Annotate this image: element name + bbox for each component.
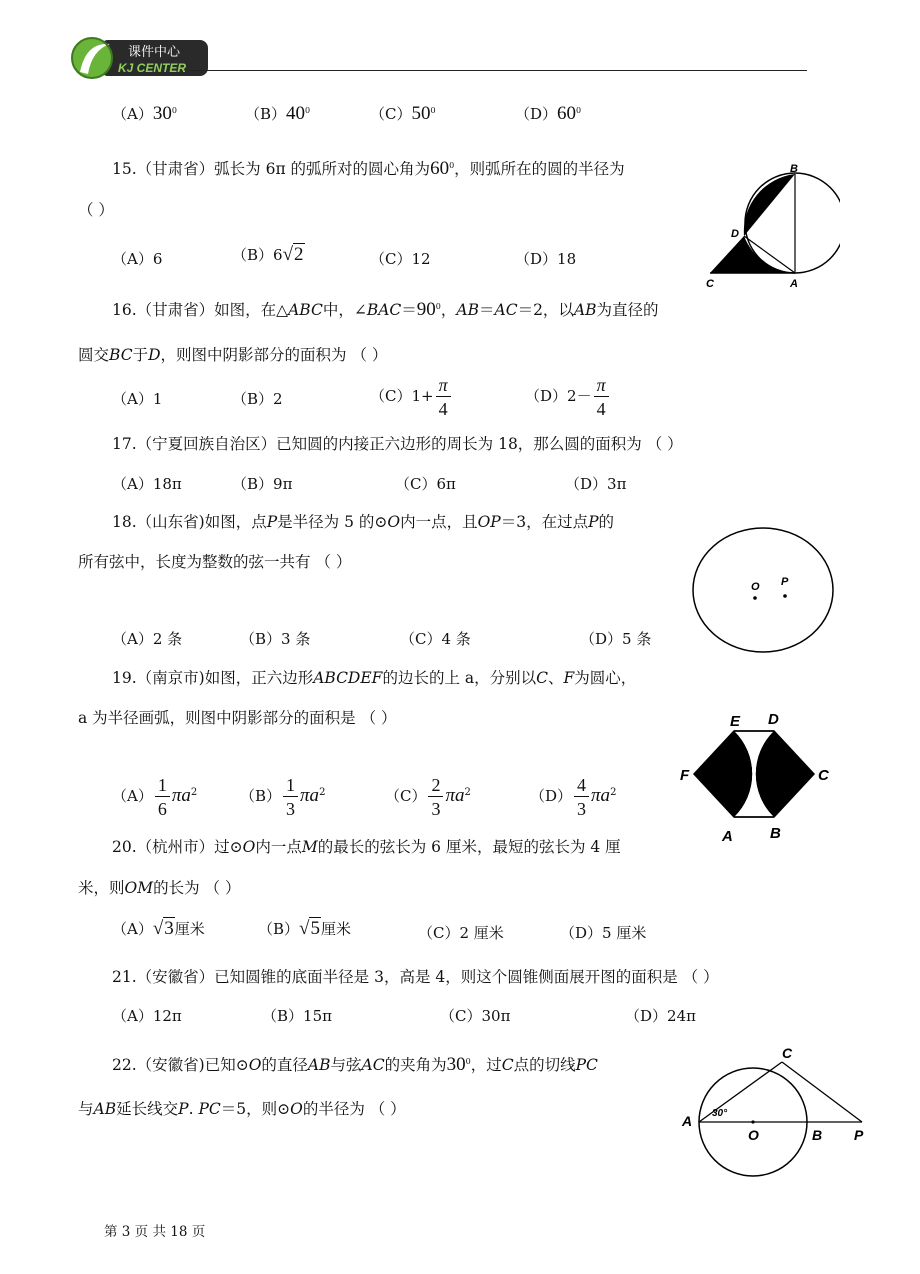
label-C: C: [706, 278, 714, 290]
q16-stem: 16.（甘肃省）如图，在△ABC中，$\angle BAC=90^0$，AB＝AC＝2，以AB为直径的: [112, 299, 659, 320]
q22-stem-2: 与AB延长线交P. PC＝5，则⊙O的半径为 （ ）: [78, 1100, 406, 1118]
q21-opt-d: （D）24π: [625, 1007, 696, 1025]
q18-opt-c: （C）4 条: [400, 630, 471, 648]
q15-opt-a: （A）6: [112, 250, 163, 268]
figure-q19: [678, 706, 858, 851]
q16-opt-d: （D）2－ $\frac{\pi}{4}$: [525, 376, 611, 418]
label-O: O: [751, 581, 760, 593]
label-angle: 30°: [712, 1108, 728, 1119]
q17-stem: 17.（宁夏回族自治区）已知圆的内接正六边形的周长为 18，那么圆的面积为 （ ）: [112, 435, 683, 453]
logo: [66, 34, 216, 82]
q22-stem: 22.（安徽省)已知⊙O的直径AB与弦AC的夹角为$30^0$，过C点的切线PC: [112, 1054, 598, 1075]
q20-stem: 20.（杭州市）过⊙O内一点M的最长的弦长为 6 厘米，最短的弦长为 4 厘: [112, 838, 621, 856]
shade-upper: [744, 174, 795, 236]
label-C: C: [782, 1046, 793, 1061]
figure-q22: [678, 1046, 878, 1178]
q20-opt-b: （B）√5厘米: [258, 918, 351, 939]
q17-opt-c: （C）6π: [395, 475, 456, 493]
header-rule: [190, 70, 807, 71]
q18-opt-d: （D）5 条: [580, 630, 652, 648]
logo-text: 课件中心: [128, 45, 181, 60]
q18-stem: 18.（山东省)如图，点P是半径为 5 的⊙O内一点，且OP＝3，在过点P的: [112, 513, 615, 531]
q14-options: $(A)30^0$: [112, 103, 177, 124]
q19-stem-2: a 为半径画弧，则图中阴影部分的面积是 （ ）: [78, 709, 397, 727]
q20-opt-a: （A）√3厘米: [112, 918, 205, 939]
label-F: F: [680, 767, 690, 784]
label-A: A: [682, 1113, 693, 1129]
q16-opt-b: （B）2: [232, 390, 283, 408]
q19-opt-d: （D） $\frac{4}{3}$ $\pi a^2$: [530, 775, 617, 819]
q15-opt-c: （C）12: [370, 250, 431, 268]
figure-q15: [700, 160, 840, 295]
q16-opt-a: （A）1: [112, 390, 163, 408]
q19-stem: 19.（南京市)如图，正六边形ABCDEF的边长的上 a，分别以C、F为圆心，: [112, 669, 637, 687]
q20-opt-d: （D）5 厘米: [560, 924, 647, 942]
label-D: D: [768, 711, 779, 728]
label-D: D: [731, 228, 739, 240]
q20-opt-c: （C）2 厘米: [418, 924, 504, 942]
q17-opt-b: （B）9π: [232, 475, 293, 493]
label-B: B: [770, 825, 781, 842]
label-O: O: [748, 1127, 759, 1143]
q19-opt-a: （A） $\frac{1}{6}$ $\pi a^2$: [112, 775, 198, 819]
label-B: B: [812, 1127, 823, 1143]
q16-stem-2: 圆交BC于D，则图中阴影部分的面积为 （ ）: [78, 346, 388, 364]
q16-opt-c: （C）1+ $\frac{\pi}{4}$: [370, 376, 453, 418]
label-E: E: [730, 713, 741, 730]
q21-opt-a: （A）12π: [112, 1007, 182, 1025]
q15-blank: （ ）: [78, 201, 114, 219]
label-A: A: [722, 828, 733, 845]
q18-opt-b: （B）3 条: [240, 630, 311, 648]
q21-stem: 21.（安徽省）已知圆锥的底面半径是 3，高是 4，则这个圆锥侧面展开图的面积是 （ ）: [112, 968, 719, 986]
q18-stem-2: 所有弦中，长度为整数的弦一共有 （ ）: [78, 553, 352, 571]
q17-opt-d: （D）3π: [565, 475, 627, 493]
label-P: P: [781, 576, 789, 588]
q15-opt-d: （D）18: [515, 250, 577, 268]
label-C: C: [818, 767, 829, 784]
label-A: A: [790, 278, 798, 290]
logo-sub: KJ CENTER: [118, 61, 187, 75]
q19-opt-c: （C） $\frac{2}{3}$ $\pi a^2$: [385, 775, 471, 819]
q18-opt-a: （A）2 条: [112, 630, 183, 648]
q20-stem-2: 米，则OM的长为 （ ）: [78, 879, 241, 897]
q15-opt-b: （B）6√2: [232, 244, 304, 265]
figure-q18: [688, 526, 840, 654]
q19-opt-b: （B） $\frac{1}{3}$ $\pi a^2$: [240, 775, 326, 819]
label-B: B: [790, 163, 798, 175]
q21-opt-c: （C）30π: [440, 1007, 511, 1025]
q17-opt-a: （A）18π: [112, 475, 182, 493]
label-P: P: [854, 1127, 864, 1143]
q15-stem: 15.（甘肃省）弧长为 6π 的弧所对的圆心角为$60^0$，则弧所在的圆的半径为: [112, 158, 625, 179]
page-footer: 第 3 页 共 18 页: [104, 1224, 206, 1240]
q21-opt-b: （B）15π: [262, 1007, 332, 1025]
